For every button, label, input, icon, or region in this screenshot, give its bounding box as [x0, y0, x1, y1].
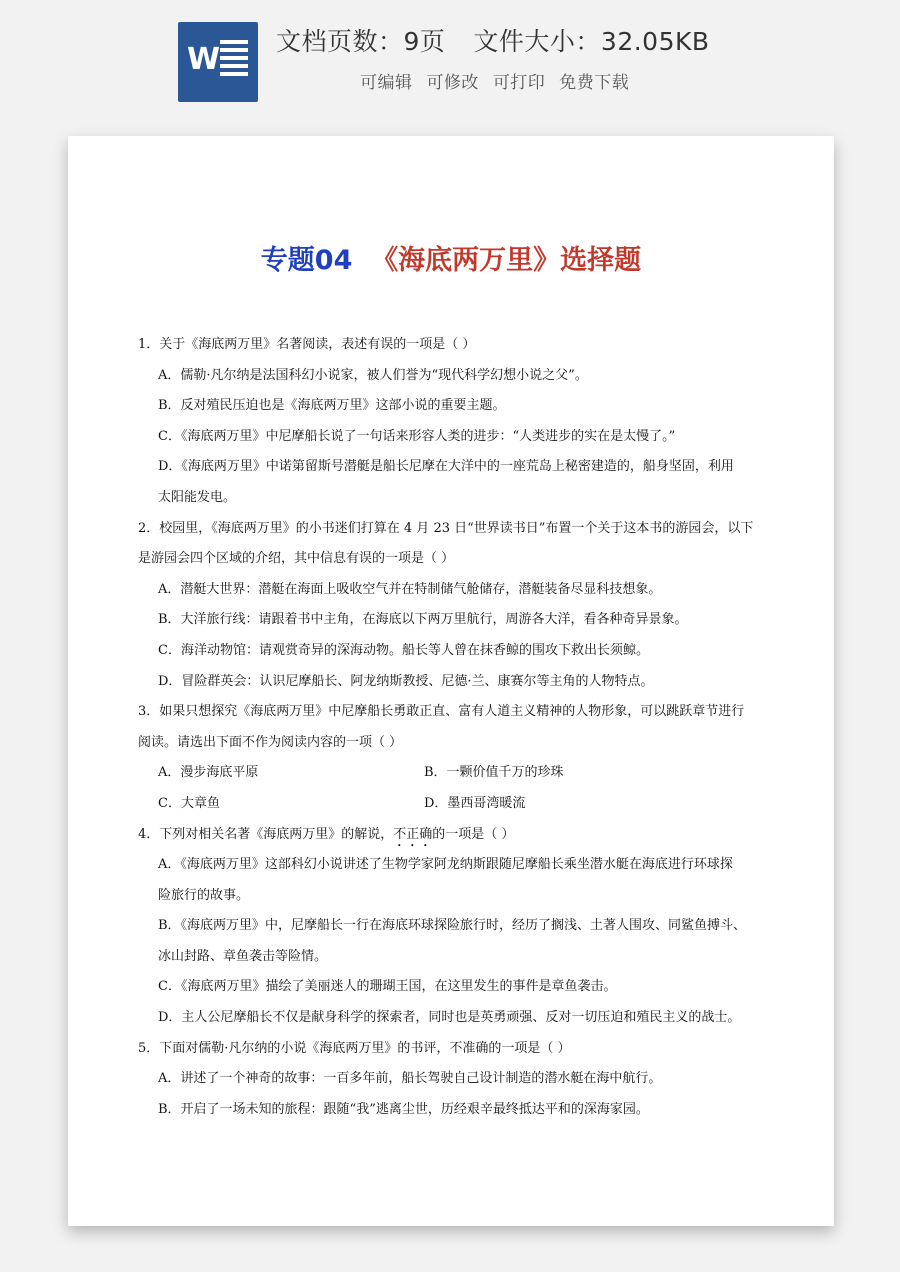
feature-list	[360, 68, 637, 93]
feature-modifiable: 可修改	[426, 73, 479, 93]
word-document-icon: W	[178, 22, 258, 102]
file-size-text: 文件大小：32.05KB	[473, 27, 710, 56]
question-3-option-b: B．一颗价值千万的珍珠	[424, 765, 564, 781]
question-4-option-c: C．《海底两万里》描绘了美丽迷人的珊瑚王国，在这里发生的事件是章鱼袭击。	[158, 979, 617, 995]
question-4-stem	[138, 820, 778, 851]
question-4-stem-pre: 4．下列对相关名著《海底两万里》的解说，	[138, 826, 394, 842]
question-2-option-c: C．海洋动物馆：请观赏奇异的深海动物。船长等人曾在抹香鲸的围攻下救出长须鲸。	[158, 642, 649, 658]
question-list	[138, 330, 778, 1125]
document-title	[68, 238, 834, 277]
question-2-option-a: A．潜艇大世界：潜艇在海面上吸收空气并在特制储气舱储存，潜艇装备尽显科技想象。	[158, 581, 662, 597]
question-1-option-a: A．儒勒·凡尔纳是法国科幻小说家，被人们誉为“现代科学幻想小说之父”。	[158, 367, 588, 383]
question-4-stem-emphasis: 不正确	[393, 826, 433, 842]
question-4-option-b: B．《海底两万里》中，尼摩船长一行在海底环球探险旅行时，经历了搁浅、土著人围攻、同鲨鱼搏斗、	[158, 918, 747, 934]
question-5-stem: 5．下面对儒勒·凡尔纳的小说《海底两万里》的书评，不准确的一项是（ ）	[138, 1040, 571, 1056]
question-1-stem: 1．关于《海底两万里》名著阅读，表述有误的一项是（ ）	[138, 337, 476, 352]
document-page	[68, 136, 834, 1226]
question-2-stem-cont: 是游园会四个区域的介绍，其中信息有误的一项是（ ）	[138, 551, 455, 567]
page-count-text: 文档页数：9页	[276, 27, 446, 56]
title-topic-name: 《海底两万里》选择题	[371, 245, 642, 276]
question-4-option-b-cont: 冰山封路、章鱼袭击等险情。	[158, 948, 328, 964]
question-3-option-c: C．大章鱼	[158, 795, 220, 811]
question-4-option-d: D．主人公尼摩船长不仅是献身科学的探索者，同时也是英勇顽强、反对一切压迫和殖民主义的战士。	[158, 1010, 741, 1026]
question-2-option-d: D．冒险群英会：认识尼摩船长、阿龙纳斯教授、尼德·兰、康赛尔等主角的人物特点。	[158, 673, 654, 689]
question-3-option-a: A．漫步海底平原	[158, 765, 259, 781]
download-header	[0, 0, 900, 120]
question-2-stem: 2．校园里，《海底两万里》的小书迷们打算在 4 月 23 日“世界读书日”布置一个关于这本书的游园会，以下	[138, 520, 754, 536]
feature-editable: 可编辑	[360, 73, 413, 93]
question-3-options-row-1	[138, 758, 778, 789]
question-4-stem-post: 的一项是（ ）	[432, 826, 515, 842]
question-4-option-a-cont: 险旅行的故事。	[158, 887, 250, 903]
question-1-option-b: B．反对殖民压迫也是《海底两万里》这部小说的重要主题。	[158, 398, 506, 414]
question-1-option-d: D．《海底两万里》中诺第留斯号潜艇是船长尼摩在大洋中的一座荒岛上秘密建造的，船身坚固，利用	[158, 459, 734, 475]
file-meta	[276, 22, 710, 58]
question-3-stem: 3．如果只想探究《海底两万里》中尼摩船长勇敢正直、富有人道主义精神的人物形象，可以跳跃章节进行	[138, 704, 745, 720]
question-1-option-c: C．《海底两万里》中尼摩船长说了一句话来形容人类的进步：“人类进步的实在是太慢了。”	[158, 428, 676, 444]
question-4-option-a: A．《海底两万里》这部科幻小说讲述了生物学家阿龙纳斯跟随尼摩船长乘坐潜水艇在海底进行环球探	[158, 857, 733, 873]
question-3-stem-cont: 阅读。请选出下面不作为阅读内容的一项（ ）	[138, 734, 403, 750]
question-3-options-row-2	[138, 789, 778, 820]
feature-printable: 可打印	[492, 73, 546, 93]
feature-free-download: 免费下载	[559, 73, 630, 93]
question-1-option-d-cont: 太阳能发电。	[158, 489, 237, 505]
question-5-option-a: A．讲述了一个神奇的故事：一百多年前，船长驾驶自己设计制造的潜水艇在海中航行。	[158, 1071, 662, 1087]
title-topic-number: 专题04	[260, 245, 353, 276]
question-3-option-d: D．墨西哥湾暖流	[424, 795, 526, 811]
question-5-option-b: B．开启了一场未知的旅程：跟随“我”逃离尘世，历经艰辛最终抵达平和的深海家园。	[158, 1101, 649, 1117]
question-2-option-b: B．大洋旅行线：请跟着书中主角，在海底以下两万里航行，周游各大洋，看各种奇异景象。	[158, 612, 688, 628]
